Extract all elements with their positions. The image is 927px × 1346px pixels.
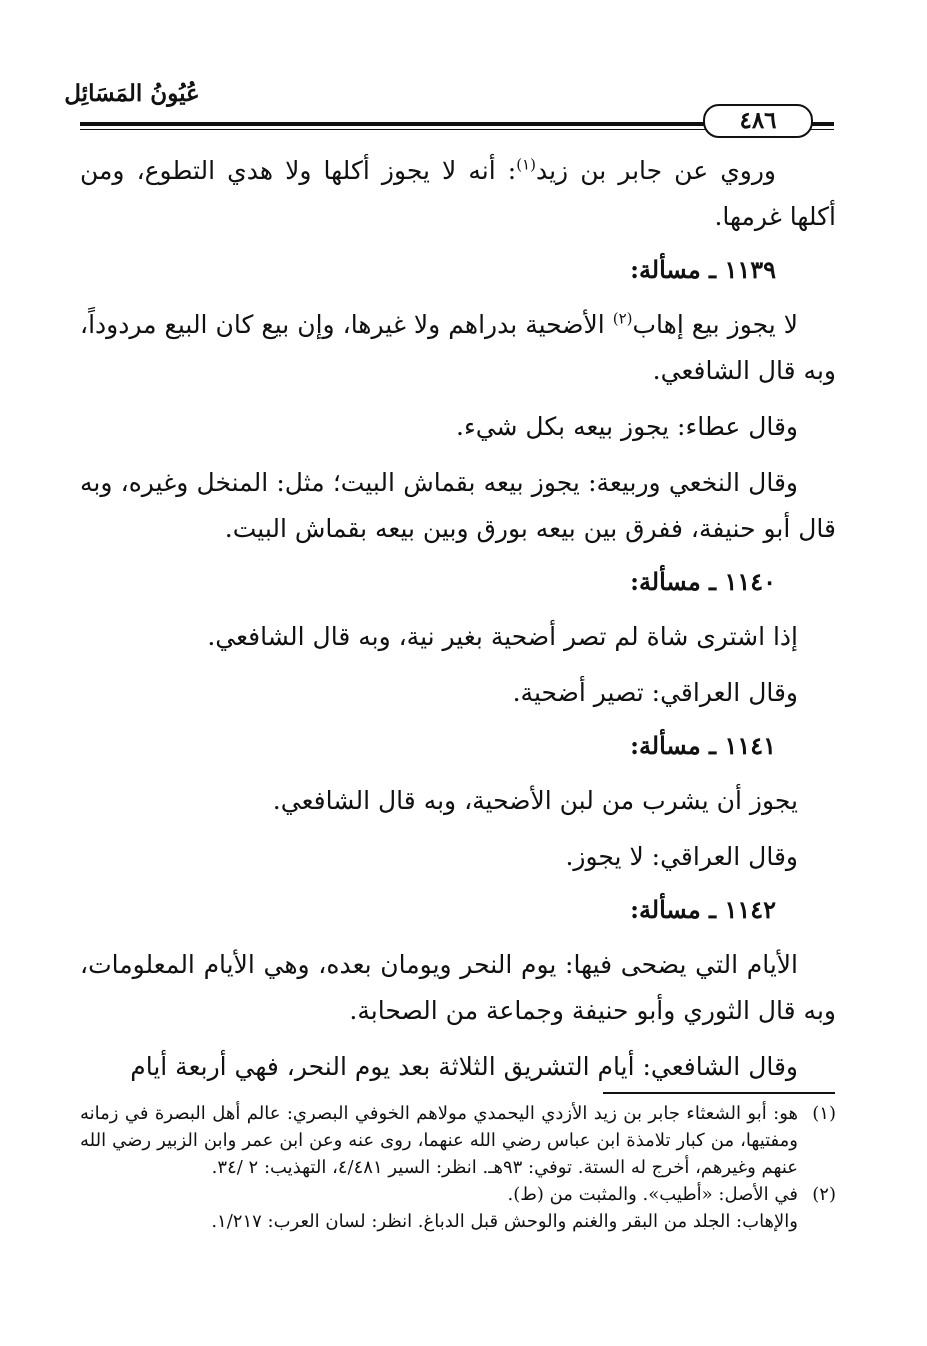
footnote-continuation: والإهاب: الجلد من البقر والغنم والوحش قبل الدباغ. انظر: لسان العرب: ١/٢١٧. bbox=[211, 1211, 798, 1232]
book-title: عُيُونُ المَسَائِل bbox=[64, 80, 200, 107]
paragraph: وقال العراقي: لا يجوز. bbox=[565, 842, 798, 871]
issue-heading: ١١٤٠ ـ مسألة: bbox=[630, 567, 776, 596]
paragraph: وروي عن جابر بن زيد$^{(١)}$: أنه لا يجوز أكلها ولا هدي التطوع، ومن أكلها غرمها. bbox=[80, 155, 836, 231]
paragraph: وقال الشافعي: أيام التشريق الثلاثة بعد يوم النحر، فهي أربعة أيام bbox=[130, 1052, 798, 1081]
footnote-separator bbox=[603, 1092, 835, 1094]
footnote-number: (٢) bbox=[812, 1184, 836, 1205]
paragraph: وقال العراقي: تصير أضحية. bbox=[512, 678, 798, 707]
paragraph: يجوز أن يشرب من لبن الأضحية، وبه قال الشافعي. bbox=[272, 786, 798, 815]
paragraph: لا يجوز بيع إهاب$^{(٢)}$ الأضحية بدراهم ولا غيرها، وإن بيع كان البيع مردوداً، وبه قال الشافعي. bbox=[80, 309, 836, 385]
footnote bbox=[80, 1181, 836, 1208]
page-number: ٤٨٦ bbox=[703, 104, 813, 138]
footnote-text: في الأصل: «أطيب». والمثبت من (ط). bbox=[507, 1184, 798, 1205]
paragraph: الأيام التي يضحى فيها: يوم النحر ويومان بعده، وهي الأيام المعلومات، وبه قال الثوري وأبو حنيفة وجماعة من الصحابة. bbox=[80, 950, 836, 1025]
footnote-number: (١) bbox=[812, 1103, 836, 1124]
footnote-text: هو: أبو الشعثاء جابر بن زيد الأزدي اليحمدي مولاهم الخوفي البصري: عالم أهل البصرة في زمانه ومفتيها، من كبار تلامذة ابن عباس رضي الله عنهما، روى عنه وعن ابن عمر وابن الزبير رضي الله عنهم وغيرهم، أخرج له الستة. توفي: ٩٣هـ. انظر: السير ٤/٤٨١، التهذيب: ٢ /٣٤. bbox=[80, 1103, 798, 1178]
paragraph: وقال النخعي وربيعة: يجوز بيعه بقماش البيت؛ مثل: المنخل وغيره، وبه قال أبو حنيفة، ففرق بين بيعه بورق وبين بيعه بقماش البيت. bbox=[80, 468, 836, 543]
footnote-ref: (٢) bbox=[612, 309, 633, 328]
footnotes bbox=[80, 1100, 836, 1235]
main-text bbox=[80, 148, 836, 1100]
issue-heading: ١١٣٩ ـ مسألة: bbox=[630, 255, 776, 284]
footnote-ref: (١) bbox=[516, 155, 536, 174]
footnote bbox=[80, 1100, 836, 1181]
paragraph: إذا اشترى شاة لم تصر أضحية بغير نية، وبه قال الشافعي. bbox=[207, 622, 798, 651]
issue-heading: ١١٤١ ـ مسألة: bbox=[630, 731, 776, 760]
issue-heading: ١١٤٢ ـ مسألة: bbox=[630, 895, 776, 924]
paragraph: وقال عطاء: يجوز بيعه بكل شيء. bbox=[456, 412, 798, 441]
